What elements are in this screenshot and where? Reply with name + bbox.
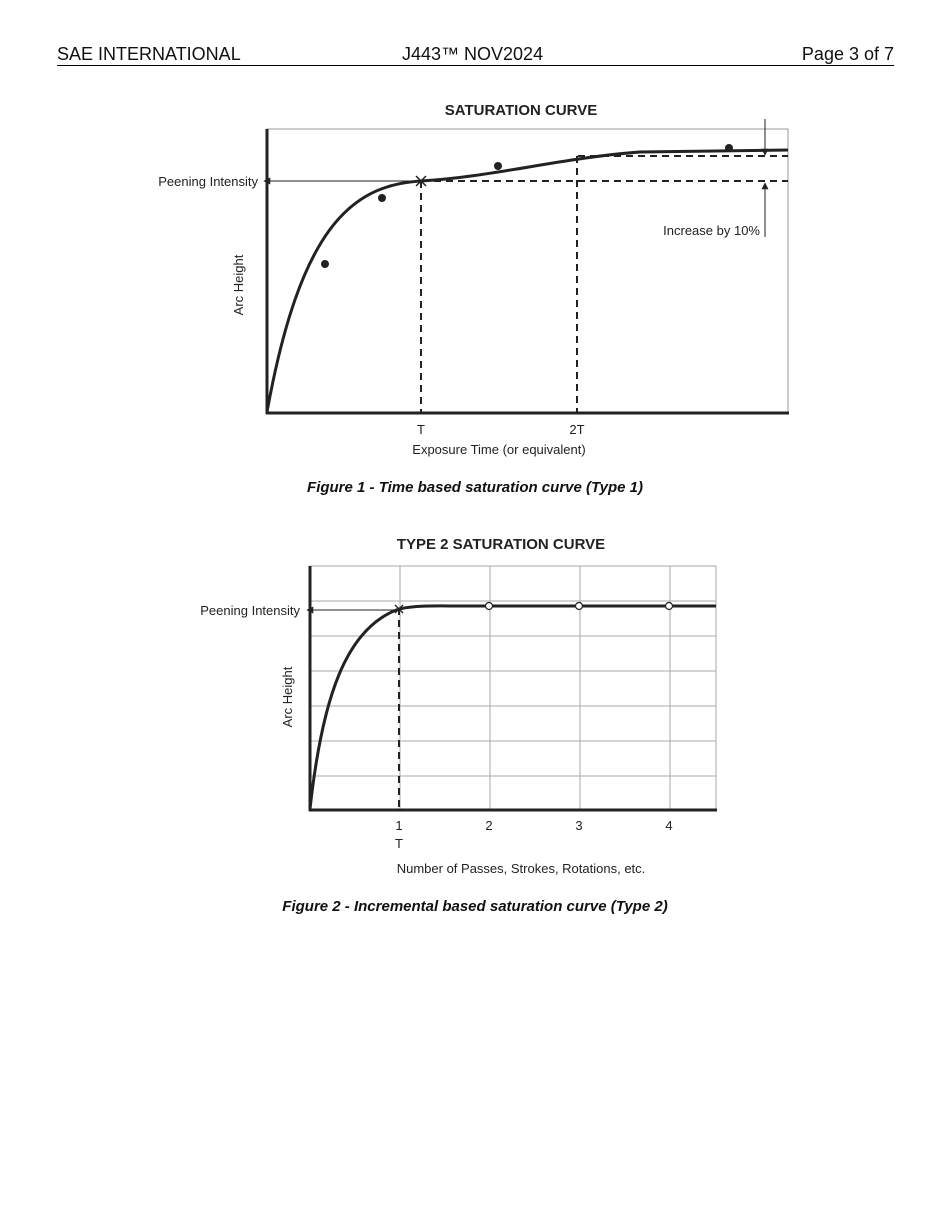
figure1-caption: Figure 1 - Time based saturation curve (Type 1)	[307, 479, 643, 496]
figure1-x-label: Exposure Time (or equivalent)	[412, 442, 586, 457]
figure2-x-tick-1: 1	[395, 818, 403, 833]
header-organization: SAE INTERNATIONAL	[57, 44, 241, 64]
figure1-data-point	[725, 144, 733, 152]
figure1-intensity-label: Peening Intensity	[158, 174, 258, 189]
figure1-x-tick-T: T	[417, 422, 425, 437]
figure2-y-label: Arc Height	[280, 666, 295, 728]
figure1-increase-label: Increase by 10%	[663, 223, 760, 238]
figure2-intensity-label: Peening Intensity	[200, 603, 300, 618]
figure2-x-tick-4: 4	[665, 818, 673, 833]
figure2-title: TYPE 2 SATURATION CURVE	[396, 536, 606, 553]
figure1-x-tick-2T: 2T	[569, 422, 585, 437]
figure1-title: SATURATION CURVE	[444, 102, 598, 119]
figure1-data-point	[378, 194, 386, 202]
figure2-grid	[310, 566, 716, 810]
figure2-x-tick-2: 2	[485, 818, 493, 833]
figure2-data-point	[486, 603, 493, 610]
figure2-chart	[0, 520, 950, 890]
figure2-x-tick-3: 3	[575, 818, 583, 833]
figure2-x-label: Number of Passes, Strokes, Rotations, etc.	[396, 861, 646, 876]
figure1-y-label: Arc Height	[231, 254, 246, 316]
figure2-data-point	[666, 603, 673, 610]
header-document-id: J443™ NOV2024	[402, 44, 544, 64]
figure2-plot-frame	[310, 566, 716, 810]
figure1-plot-frame	[267, 129, 788, 413]
figure2-x-tick-T: T	[395, 836, 403, 851]
figure1-data-point	[494, 162, 502, 170]
figure1-chart	[0, 0, 950, 470]
figure1-saturation-curve	[267, 150, 788, 412]
figure1-data-point	[321, 260, 329, 268]
figure2-data-point	[576, 603, 583, 610]
header-page-number: Page 3 of 7	[801, 44, 894, 64]
figure2-caption: Figure 2 - Incremental based saturation curve (Type 2)	[282, 898, 668, 915]
